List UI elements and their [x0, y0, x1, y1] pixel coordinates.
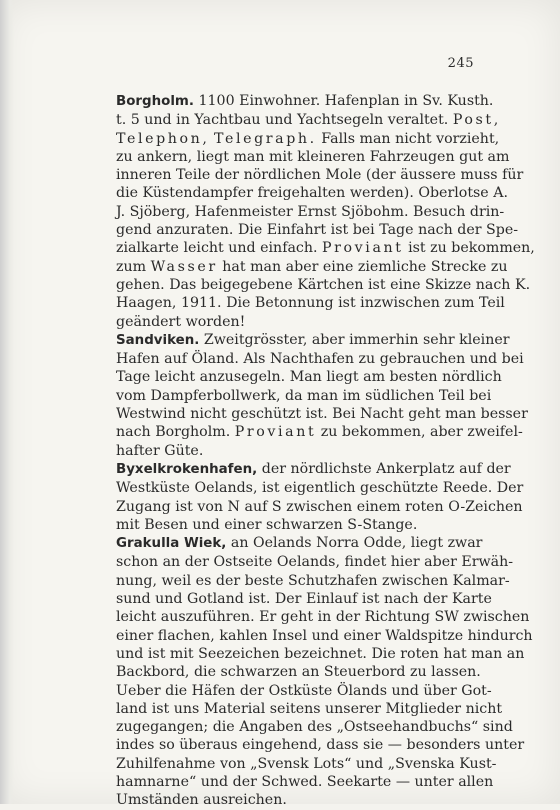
- text-line: Sandviken. Zweitgrösster, aber immerhin sehr kleiner: [116, 331, 510, 348]
- text-line: Zugang ist von N auf S zwischen einem roten O-Zeichen: [116, 498, 523, 515]
- text-line: Umständen ausreichen.: [116, 792, 287, 809]
- paragraph-title: Byxelkrokenhafen,: [116, 461, 258, 477]
- text-line: Haagen, 1911. Die Betonnung ist inzwischen zum Teil: [116, 295, 505, 312]
- text-line: t. 5 und in Yachtbau und Yachtsegeln veraltet. Post,: [116, 112, 501, 129]
- text-line: zialkarte leicht und einfach. Proviant ist zu bekommen,: [116, 240, 535, 257]
- text-line: Borgholm. 1100 Einwohner. Hafenplan in Sv. Kusth.: [116, 93, 494, 109]
- paragraph-title: Sandviken.: [116, 332, 200, 348]
- text-line: geändert worden!: [116, 313, 246, 330]
- text-line: Backbord, die schwarzen an Steuerbord zu lassen.: [116, 664, 481, 681]
- paragraph: [116, 331, 528, 460]
- text-line: indes so überaus eingehend, dass sie — besonders unter: [116, 737, 525, 754]
- text-line: zum Wasser hat man aber eine ziemliche Strecke zu: [116, 258, 508, 275]
- text-line: sund und Gotland ist. Der Einlauf ist nach der Karte: [116, 591, 492, 608]
- page-text: [116, 92, 535, 810]
- paragraph-title: Grakulla Wiek,: [116, 536, 227, 552]
- text-line: hafter Güte.: [116, 442, 204, 459]
- paragraph: [116, 534, 533, 681]
- text-line: zu ankern, liegt man mit kleineren Fahrzeugen gut am: [116, 148, 510, 165]
- paragraph-title: Borgholm.: [116, 94, 194, 109]
- text-line: gehen. Das beigegebene Kärtchen ist eine Skizze nach K.: [116, 276, 531, 293]
- text-line: nung, weil es der beste Schutzhafen zwischen Kalmar-: [116, 572, 510, 589]
- emphasized-word: Proviant: [234, 424, 317, 441]
- text-line: zugegangen; die Angaben des „Ostseehandbuchs“ sind: [116, 719, 513, 736]
- page-number: 245: [447, 56, 474, 71]
- text-line: Tage leicht anzusegeln. Man liegt am besten nördlich: [116, 369, 502, 386]
- text-line: leicht auszuführen. Er geht in der Richtung SW zwischen: [116, 609, 530, 626]
- text-line: mit Besen und einer schwarzen S-Stange.: [116, 516, 418, 533]
- book-spine-shadow: [0, 0, 14, 804]
- text-line: Westküste Oelands, ist eigentlich geschützte Reede. Der: [116, 480, 524, 497]
- text-line: schon an der Ostseite Oelands, findet hier aber Erwäh-: [116, 554, 514, 571]
- text-line: Grakulla Wiek, an Oelands Norra Odde, liegt zwar: [116, 535, 483, 552]
- text-line: J. Sjöberg, Hafenmeister Ernst Sjöbohm. Besuch drin-: [116, 203, 505, 220]
- text-line: nach Borgholm. Proviant zu bekommen, aber zweifel-: [116, 424, 523, 441]
- emphasized-word: Telephon,: [116, 130, 210, 147]
- text-line: Byxelkrokenhafen, der nördlichste Ankerplatz auf der: [116, 460, 511, 477]
- text-line: inneren Teile der nördlichen Mole (der äussere muss für: [116, 167, 524, 184]
- emphasized-word: Telegraph.: [214, 130, 317, 147]
- emphasized-word: Wasser: [150, 258, 218, 275]
- text-line: Westwind nicht geschützt ist. Bei Nacht geht man besser: [116, 406, 528, 423]
- text-line: die Küstendampfer freigehalten werden). Oberlotse A.: [116, 185, 508, 202]
- emphasized-word: Post,: [452, 112, 501, 129]
- text-line: Hafen auf Öland. Als Nachthafen zu gebrauchen und bei: [116, 351, 524, 368]
- text-line: vom Dampferbollwerk, da man im südlichen Teil bei: [116, 387, 492, 404]
- paragraph: [116, 682, 525, 810]
- text-line: einer flachen, kahlen Insel und einer Waldspitze hindurch: [116, 627, 533, 644]
- text-line: gend anzuraten. Die Einfahrt ist bei Tage nach der Spe-: [116, 222, 519, 239]
- text-line: land ist uns Material seitens unserer Mitglieder nicht: [116, 700, 503, 717]
- paragraph: [116, 92, 535, 331]
- text-line: und ist mit Seezeichen bezeichnet. Die roten hat man an: [116, 645, 525, 662]
- text-line: Telephon, Telegraph. Falls man nicht vorzieht,: [116, 130, 500, 147]
- paragraph: [116, 460, 524, 534]
- text-line: hamnarne“ und der Schwed. Seekarte — unter allen: [116, 773, 494, 790]
- text-line: Ueber die Häfen der Ostküste Ölands und über Got-: [116, 682, 492, 699]
- emphasized-word: Proviant: [322, 240, 404, 257]
- text-line: Zuhilfenahme von „Svensk Lots“ und „Svenska Kust-: [116, 755, 497, 772]
